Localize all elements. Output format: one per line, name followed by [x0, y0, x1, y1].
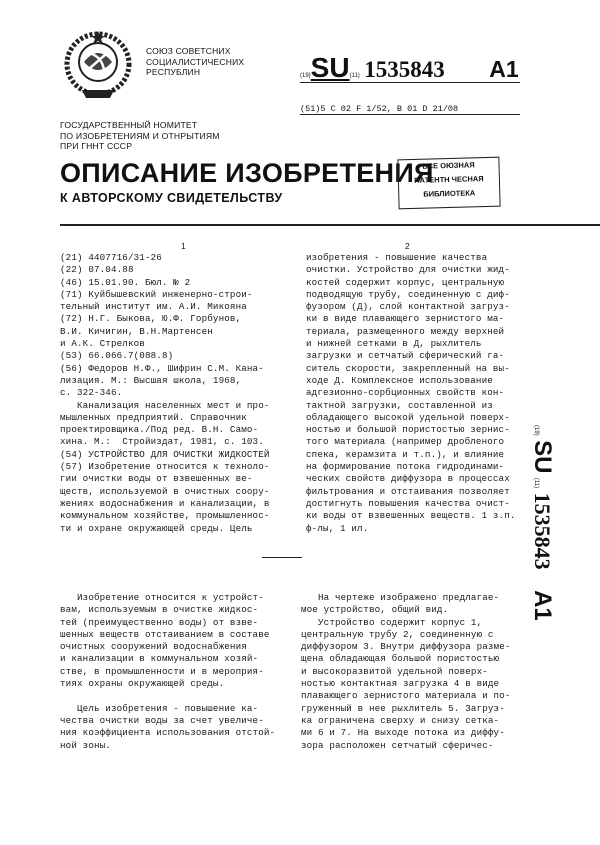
kind-code: A1 — [489, 56, 519, 82]
text-line: Изобретение относится к устройст- — [60, 592, 264, 603]
text-line: Цель изобретения - повышение ка- — [60, 702, 259, 714]
text-line: В.И. Кичигин, В.Н.Мартенсен — [60, 325, 213, 337]
country-name-line: СОЦИАЛИСТИЧЕСНИХ — [146, 56, 245, 67]
text-line: мое устройство, общий вид. — [301, 604, 449, 616]
text-line: ти и охране окружающей среды. Цель — [60, 522, 253, 534]
text-line: и А.К. Стрелков — [60, 338, 145, 350]
text-line: подводящую трубу, соединенную с диф- — [306, 288, 510, 300]
text-line: ситель скорости, закрепленный на вы- — [306, 362, 510, 374]
text-line: ностью контактная загрузка 4 в виде — [301, 678, 500, 690]
side-code-11: (11) — [533, 477, 539, 489]
text-line: щена обладающая большой пористостью — [301, 653, 500, 665]
text-line: и канализации в коммунальном хозяй- — [60, 653, 259, 665]
text-line: и высокоразвитой удельной поверх- — [301, 665, 488, 677]
abstract-left-column — [60, 252, 270, 535]
text-line: ческих свойств диффузора в процессах — [306, 473, 510, 485]
text-line: (53) 66.066.7(088.8) — [60, 350, 174, 362]
side-kind-code: A1 — [529, 590, 556, 621]
text-line: обладающего высокой удельной поверх- — [306, 411, 510, 423]
stamp-line: БИБЛИОТЕКА — [423, 188, 476, 199]
patent-number-row — [300, 52, 520, 83]
text-line: груженный в нее рыхлитель 5. Загруз- — [301, 702, 505, 714]
column-number-left: 1 — [181, 241, 186, 251]
text-line: (57) Изобретение относится к техноло- — [60, 461, 270, 473]
stamp-line: БСЕ ОЮЗНАЯ — [422, 160, 475, 171]
ussr-emblem — [62, 28, 134, 104]
text-line: адгезионно-сорбционных свойств кон- — [306, 387, 505, 399]
text-line: ф-лы, 1 ил. — [306, 522, 369, 534]
text-line: изобретения - повышение качества — [306, 252, 488, 263]
text-line: центральную трубу 2, соединенную с — [301, 628, 494, 640]
description-right-column — [301, 592, 511, 752]
column-number-right: 2 — [405, 241, 410, 251]
text-line: тельный институт им. А.И. Микояна — [60, 301, 247, 313]
text-line: ния коэффициента использования отстой- — [60, 727, 276, 739]
text-line: (56) Федоров Н.Ф., Шифрин С.М. Кана- — [60, 362, 264, 374]
text-line: (21) 4407716/31-26 — [60, 252, 162, 263]
text-line: Канализация населенных мест и про- — [60, 399, 270, 411]
text-line: лизация. М.: Высшая школа, 1968, — [60, 374, 242, 386]
header-divider — [60, 224, 600, 226]
text-line: диффузором 3. Внутри диффузора разме- — [301, 641, 511, 653]
description-left-column — [60, 592, 275, 752]
committee-line: ГОСУДАРСТВЕННЫЙ НОМИТЕТ — [60, 120, 198, 130]
text-line: фильтрования и отстаивания позволяет — [306, 485, 510, 497]
text-line: ки в виде плавающего зернистого ма- — [306, 313, 505, 325]
text-line: спека, керамзита и т.п.), и влияние — [306, 448, 505, 460]
text-line: ки воды от взвешенных веществ. 1 з.п. — [306, 510, 516, 522]
country-name-line: РЕСПУБЛИН — [146, 67, 201, 77]
text-line: териала, размещенного между верхней — [306, 325, 505, 337]
text-line: ми 6 и 7. На выходе потока из диффу- — [301, 727, 505, 739]
document-subtitle: К АВТОРСКОМУ СВИДЕТЕЛЬСТВУ — [60, 191, 283, 205]
text-line: Устройство содержит корпус 1, — [301, 616, 483, 628]
text-line — [60, 690, 275, 702]
text-line: (72) Н.Г. Быкова, Ю.Ф. Горбунов, — [60, 313, 242, 325]
text-line: очистных сооружений водоснабжения — [60, 641, 247, 653]
separator — [262, 557, 302, 558]
text-line: шенных веществ отстаиванием в составе — [60, 628, 270, 640]
abstract-right-column — [306, 252, 516, 535]
side-patent-number: 1535843 — [530, 492, 555, 570]
country-code: SU — [310, 52, 350, 83]
text-line: проектировщика./Под ред. В.Н. Само- — [60, 424, 259, 436]
text-line: (46) 15.01.90. Бюл. № 2 — [60, 276, 191, 288]
side-patent-label — [528, 425, 556, 621]
text-line: На чертеже изображено предлагае- — [301, 592, 500, 603]
stamp-line: ПАТЕНТН ЧЕСНАЯ — [414, 174, 484, 185]
library-stamp — [397, 157, 500, 210]
text-line: очистки. Устройство для очистки жид- — [306, 264, 510, 276]
document-title: ОПИСАНИЕ ИЗОБРЕТЕНИЯ — [60, 158, 434, 188]
text-line: вам, используемым в очистке жидкос- — [60, 604, 259, 616]
text-line: фузором (Д), слой контактной загруз- — [306, 301, 510, 313]
text-line: загрузки и сетчатый сферический га- — [306, 350, 505, 362]
text-line: костей содержит корпус, центральную — [306, 276, 505, 288]
ussr-emblem-icon — [62, 28, 134, 104]
text-line: (22) 07.04.88 — [60, 264, 134, 276]
text-line: (71) Куйбышевский инженерно-строи- — [60, 288, 253, 300]
text-line: плавающего зернистого материала и по- — [301, 690, 511, 702]
committee-line: ПРИ ГННТ СССР — [60, 141, 133, 152]
text-line: того материала (например дробленого — [306, 436, 505, 448]
text-line: ка ограничена сверху и снизу сетка- — [301, 714, 500, 726]
text-line: мышленных предприятий. Справочник — [60, 411, 247, 423]
side-country-code: SU — [529, 440, 556, 474]
committee-line: ПО ИЗОБРЕТЕНИЯМ И ОТНРЫТИЯМ — [60, 130, 220, 141]
text-line: чества очистки воды за счет увеличе- — [60, 714, 264, 726]
text-line: стве, в промышленности и в мероприя- — [60, 665, 264, 677]
code-19: (19) — [300, 73, 311, 79]
side-code-19: (19) — [533, 425, 539, 436]
country-name — [146, 46, 244, 78]
text-line: зора расположен сетчатый сферичес- — [301, 739, 494, 751]
text-line: коммунальном хозяйстве, промышленнос- — [60, 510, 270, 522]
text-line: жениях водоснабжения и канализации, в — [60, 497, 270, 509]
text-line: хина. М.: Стройиздат, 1981, с. 103. — [60, 436, 264, 448]
text-line: ностью и большой пористостью зернис- — [306, 424, 510, 436]
ipc-classification: (51)5 C 02 F 1/52, B 01 D 21/08 — [300, 104, 520, 115]
text-line: гии очистки воды от взвешенных ве- — [60, 473, 253, 485]
text-line: достигнуть повышения качества очист- — [306, 497, 510, 509]
text-line: тей (преимущественно воды) от взве- — [60, 616, 259, 628]
country-name-line: СОЮЗ СОВЕТСНИХ — [146, 46, 231, 56]
text-line: ходе Д. Комплексное использование — [306, 374, 493, 386]
text-line: ществ, используемой в очистных соору- — [60, 485, 270, 497]
text-line: и нижней сетками в Д, рыхлитель — [306, 338, 482, 350]
text-line: ной зоны. — [60, 739, 111, 751]
code-11: (11) — [349, 73, 360, 79]
text-line: (54) УСТРОЙСТВО ДЛЯ ОЧИСТКИ ЖИДКОСТЕЙ — [60, 448, 270, 460]
committee-name — [60, 120, 220, 152]
text-line: с. 322-346. — [60, 387, 123, 399]
patent-number: 1535843 — [364, 57, 445, 82]
text-line: на формирование потока гидродинами- — [306, 461, 505, 473]
text-line: тиях охраны окружающей среды. — [60, 678, 225, 690]
text-line: тактной загрузки, составленной из — [306, 399, 493, 411]
